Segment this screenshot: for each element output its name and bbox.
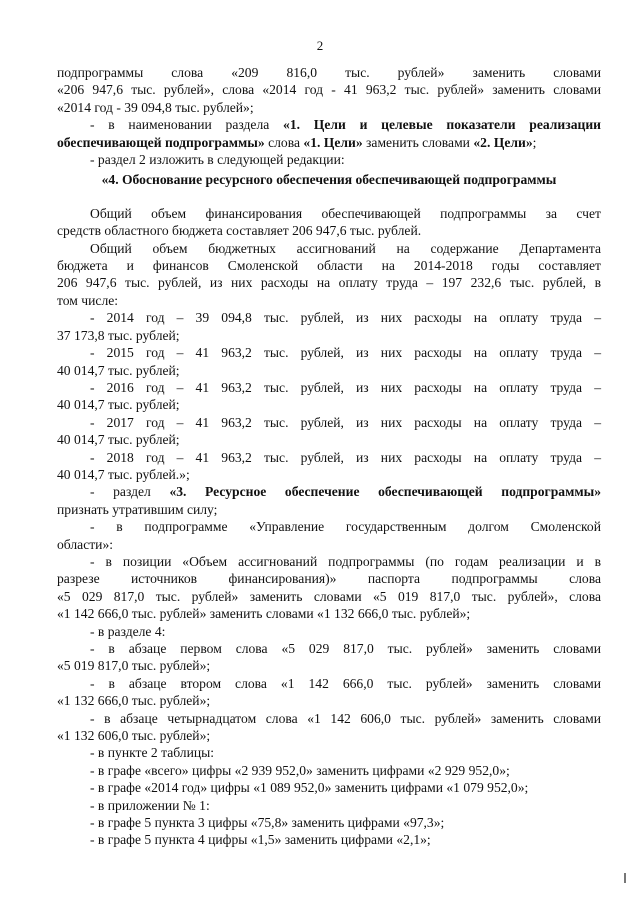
text-line (57, 134, 601, 151)
text-line: бюджета и финансов Смоленской области на 2014-2018 годы составляет (57, 258, 601, 274)
bold-fragment: «1. Цели и целевые показатели реализации (283, 117, 601, 133)
text-line: «5 029 817,0 тыс. рублей» заменить словами «5 019 817,0 тыс. рублей», слова (57, 588, 601, 604)
text-line: - в подпрограмме «Управление государственным долгом Смоленской (90, 519, 601, 535)
text-line: 40 014,7 тыс. рублей; (57, 432, 180, 448)
text-line: «206 947,6 тыс. рублей», слова «2014 год - 41 963,2 тыс. рублей» заменить словами (57, 82, 601, 98)
text-line: признать утратившим силу; (57, 501, 218, 517)
text-line: - 2015 год – 41 963,2 тыс. рублей, из них расходы на оплату труда – (90, 345, 601, 361)
text-line: - в абзаце четырнадцатом слова «1 142 606,0 тыс. рублей» заменить словами (90, 710, 601, 726)
text-line: - 2016 год – 41 963,2 тыс. рублей, из них расходы на оплату труда – (90, 379, 601, 395)
text-line: Общий объем финансирования обеспечивающей подпрограммы за счет (90, 205, 601, 221)
text-line: «1 132 666,0 тыс. рублей»; (57, 693, 211, 709)
text-line: «5 019 817,0 тыс. рублей»; (57, 658, 211, 674)
text-line: 37 173,8 тыс. рублей; (57, 327, 180, 343)
text-fragment: - раздел (90, 484, 170, 500)
text-line: средств областного бюджета составляет 206 947,6 тыс. рублей. (57, 223, 422, 239)
text-fragment: ; (532, 134, 537, 150)
text-line: - в приложении № 1: (90, 797, 210, 813)
text-line: - 2018 год – 41 963,2 тыс. рублей, из них расходы на оплату труда – (90, 449, 601, 465)
text-line: том числе: (57, 292, 119, 308)
text-line: - в разделе 4: (90, 623, 166, 639)
bold-fragment: «3. Ресурсное обеспечение обеспечивающей подпрограммы» (169, 484, 602, 500)
text-line: - 2017 год – 41 963,2 тыс. рублей, из них расходы на оплату труда – (90, 414, 601, 430)
text-line: - в графе 5 пункта 4 цифры «1,5» заменить цифрами «2,1»; (90, 832, 431, 848)
text-line: 206 947,6 тыс. рублей, из них расходы на оплату труда – 197 232,6 тыс. рублей, в (57, 275, 601, 291)
text-fragment: заменить словами (362, 134, 474, 150)
bold-fragment: «2. Цели» (473, 134, 533, 150)
text-line: разрезе источников финансирования)» паспорта подпрограммы слова (57, 571, 601, 587)
document-body (57, 64, 601, 849)
text-line: области»: (57, 536, 114, 552)
text-line: - в графе 5 пункта 3 цифры «75,8» заменить цифрами «97,3»; (90, 815, 445, 831)
text-line: - в позиции «Объем ассигнований подпрограммы (по годам реализации и в (90, 553, 601, 569)
text-line: «2014 год - 39 094,8 тыс. рублей»; (57, 99, 254, 115)
page-number: 2 (316, 38, 324, 53)
text-line: Общий объем бюджетных ассигнований на содержание Департамента (90, 240, 601, 256)
text-line: - в графе «всего» цифры «2 939 952,0» заменить цифрами «2 929 952,0»; (90, 762, 510, 778)
section-heading: «4. Обоснование ресурсного обеспечения обеспечивающей подпрограммы (101, 172, 557, 188)
text-line: «1 132 606,0 тыс. рублей»; (57, 728, 211, 744)
text-line: - в абзаце втором слова «1 142 666,0 тыс. рублей» заменить словами (90, 675, 601, 691)
text-line: «1 142 666,0 тыс. рублей» заменить словами «1 132 666,0 тыс. рублей»; (57, 606, 471, 622)
text-line: подпрограммы слова «209 816,0 тыс. рублей» заменить словами (57, 65, 601, 80)
text-line: 40 014,7 тыс. рублей; (57, 397, 180, 413)
text-line: - раздел 2 изложить в следующей редакции: (90, 152, 345, 168)
text-line: - в пункте 2 таблицы: (90, 745, 215, 761)
text-line: - в графе «2014 год» цифры «1 089 952,0» заменить цифрами «1 079 952,0»; (90, 780, 529, 796)
text-line: 40 014,7 тыс. рублей.»; (57, 466, 190, 482)
text-fragment: слова (264, 134, 304, 150)
text-line (57, 116, 601, 133)
scan-mark (624, 873, 626, 883)
text-fragment: - в наименовании раздела (90, 117, 284, 133)
bold-fragment: «1. Цели» (303, 134, 363, 150)
text-line: - в абзаце первом слова «5 029 817,0 тыс. рублей» заменить словами (90, 641, 601, 656)
text-line: - 2014 год – 39 094,8 тыс. рублей, из них расходы на оплату труда – (90, 310, 601, 326)
bold-fragment: обеспечивающей подпрограммы» (57, 134, 265, 150)
text-line: 40 014,7 тыс. рублей; (57, 362, 180, 378)
text-line (57, 483, 601, 500)
